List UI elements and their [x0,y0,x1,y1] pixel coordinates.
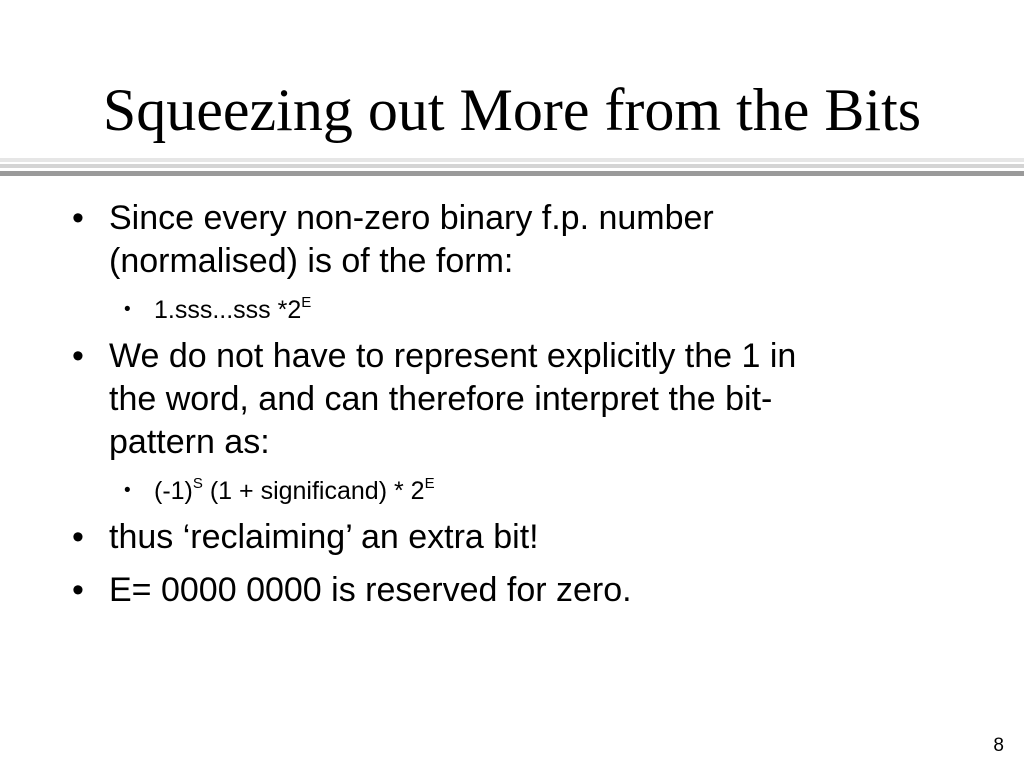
page-number: 8 [993,735,1004,756]
sub-bullet-mantissa-form [72,293,972,327]
slide-title: Squeezing out More from the Bits [102,77,922,143]
sub-bullet-marker: • [124,299,131,320]
exponent-superscript: E [424,475,435,492]
bullet-implicit-one [72,335,972,464]
bullet-marker: • [72,518,84,556]
title-divider-mid [0,164,1024,168]
bullet-line: (normalised) is of the form: [109,242,514,280]
formula-text: (-1) [154,477,193,505]
formula-text: (1 + significand) * 2 [202,477,425,505]
bullet-line: E= 0000 0000 is reserved for zero. [109,571,632,609]
title-divider-dark [0,171,1024,176]
bullet-normalised-form [72,197,972,283]
bullet-line: Since every non-zero binary f.p. number [109,199,714,237]
sign-superscript: S [192,475,203,492]
bullet-zero-reserved [72,569,972,612]
sub-bullet-marker: • [124,480,131,501]
bullet-marker: • [72,199,84,237]
bullet-line: We do not have to represent explicitly the 1 in [109,337,797,375]
sub-bullet-interpretation-formula [72,474,972,508]
bullet-marker: • [72,337,84,375]
bullet-line: the word, and can therefore interpret the bit- [109,380,773,418]
formula-text: 1.sss...sss *2 [154,296,302,324]
bullet-line: pattern as: [109,423,270,461]
title-divider-light [0,158,1024,162]
bullet-reclaiming-bit [72,516,972,559]
slide-body [72,197,972,622]
bullet-line: thus ‘reclaiming’ an extra bit! [109,518,539,556]
bullet-marker: • [72,571,84,609]
exponent-superscript: E [301,294,312,311]
